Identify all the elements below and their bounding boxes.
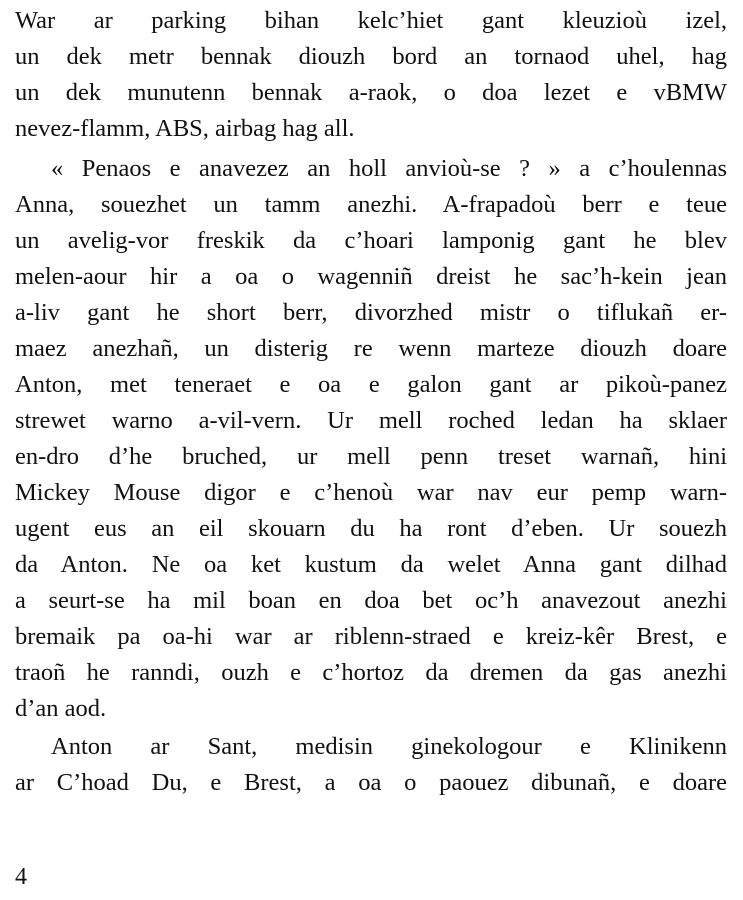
page-number: 4 bbox=[15, 864, 27, 890]
paragraph-first-line: « Penaos e anavezez an holl anvioù-se ? » a c’houlennas bbox=[51, 155, 727, 182]
text-line: bremaik pa oa-hi war ar riblenn-straed e kreiz-kêr Brest, e bbox=[15, 623, 727, 650]
text-line: Anna, souezhet un tamm anezhi. A-frapadoù berr e teue bbox=[15, 191, 727, 218]
text-line: un dek munutenn bennak a-raok, o doa lezet e vBMW bbox=[15, 79, 727, 106]
text-line: un dek metr bennak diouzh bord an tornaod uhel, hag bbox=[15, 43, 727, 70]
text-line: a seurt-se ha mil boan en doa bet oc’h anavezout anezhi bbox=[15, 587, 727, 614]
text-line: ar C’hoad Du, e Brest, a oa o paouez dibunañ, e doare bbox=[15, 769, 727, 796]
text-line: melen-aour hir a oa o wagenniñ dreist he sac’h-kein jean bbox=[15, 263, 727, 290]
text-line: a-liv gant he short berr, divorzhed mistr o tiflukañ er- bbox=[15, 299, 727, 326]
text-line: ugent eus an eil skouarn du ha ront d’eben. Ur souezh bbox=[15, 515, 727, 542]
text-line: War ar parking bihan kelc’hiet gant kleuzioù izel, bbox=[15, 7, 727, 34]
text-line: nevez-flamm, ABS, airbag hag all. bbox=[15, 115, 355, 142]
text-line: un avelig-vor freskik da c’hoari lamponig gant he blev bbox=[15, 227, 727, 254]
text-line: strewet warno a-vil-vern. Ur mell roched ledan ha sklaer bbox=[15, 407, 727, 434]
text-line: traoñ he ranndi, ouzh e c’hortoz da dremen da gas anezhi bbox=[15, 659, 727, 686]
text-line: Mickey Mouse digor e c’henoù war nav eur pemp warn- bbox=[15, 479, 727, 506]
text-line: maez anezhañ, un disterig re wenn marteze diouzh doare bbox=[15, 335, 727, 362]
text-line: da Anton. Ne oa ket kustum da welet Anna gant dilhad bbox=[15, 551, 727, 578]
text-line: Anton, met teneraet e oa e galon gant ar pikoù-panez bbox=[15, 371, 727, 398]
text-line: en-dro d’he bruched, ur mell penn treset warnañ, hini bbox=[15, 443, 727, 470]
text-line: d’an aod. bbox=[15, 695, 107, 722]
paragraph-first-line: Anton ar Sant, medisin ginekologour e Klinikenn bbox=[51, 733, 727, 760]
